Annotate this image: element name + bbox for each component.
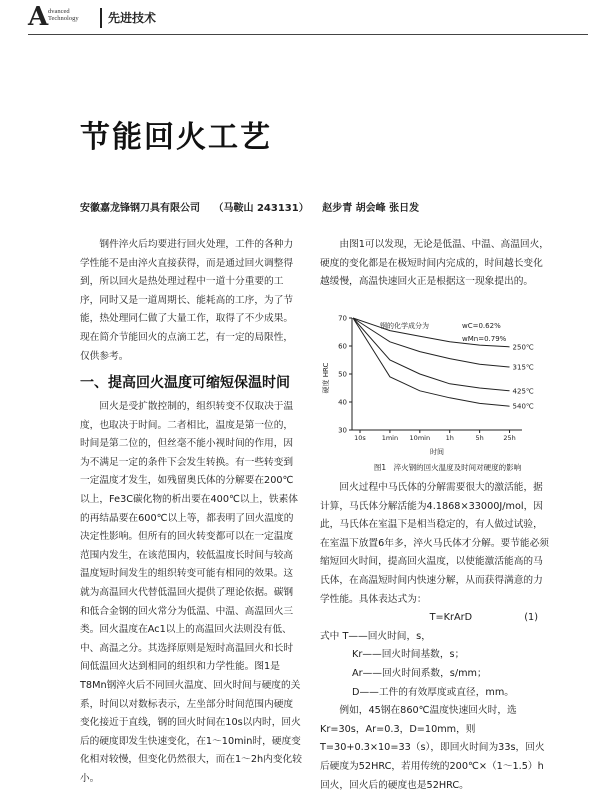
series-label-1: 315℃ — [512, 363, 534, 372]
x-tick-label-4: 5h — [475, 434, 484, 442]
formula-1 — [320, 609, 550, 628]
left-column-body — [80, 398, 302, 788]
legend-title: 钢的化学成分为 — [380, 322, 429, 330]
definition-d: D——工件的有效厚度或直径，mm。 — [352, 686, 514, 698]
x-tick-label-0: 10s — [354, 434, 366, 442]
intro-paragraph: 钢件淬火后均要进行回火处理，工件的各种力学性能不是由淬火直接获得，而是通过回火调整得到，所以回火是热处理过程中一道十分重要的工序，同时又是一道周期长、能耗高的工序，为了节能，热处理同仁做了大量工作，取得了不少成果。现在简介节能回火的点滴工艺，有一定的局限性，仅供参考。 — [80, 239, 294, 362]
journal-logo-letter: A — [28, 2, 49, 32]
right-column-bottom — [320, 479, 550, 795]
journal-logo-text — [48, 8, 79, 22]
x-tick-label-2: 10min — [409, 434, 431, 442]
series-line-3 — [353, 318, 510, 406]
journal-header — [28, 4, 588, 30]
y-tick-label-0: 30 — [338, 426, 347, 435]
y-tick-label-4: 70 — [338, 314, 347, 323]
header-separator — [100, 8, 102, 28]
y-tick-label-3: 60 — [338, 342, 347, 351]
header-rule — [28, 34, 588, 35]
logo-line-1: dvanced — [48, 8, 70, 15]
x-axis-label: 时间 — [430, 448, 444, 456]
x-tick-label-3: 1h — [445, 434, 454, 442]
legend-line-2: wMn=0.79% — [462, 335, 507, 343]
series-label-2: 425℃ — [512, 387, 534, 396]
location: （马鞍山 243131） — [213, 203, 309, 214]
right-column-top — [320, 236, 550, 292]
right-paragraph-1: 由图1可以发现，无论是低温、中温、高温回火，硬度的变化都是在极短时间内完成的，时间越长变化越缓慢，高温快速回火正是根据这一现象提出的。 — [320, 239, 549, 288]
article-title: 节能回火工艺 — [80, 120, 272, 155]
y-tick-label-1: 40 — [338, 398, 347, 407]
author-names: 赵步青 胡会峰 张日发 — [322, 203, 420, 214]
logo-line-2: Technology — [48, 15, 79, 22]
legend-line-1: wC=0.62% — [462, 322, 501, 330]
right-paragraph-2: 回火过程中马氏体的分解需要很大的激活能，据计算，马氏体分解活能为4.1868×33000J/mol，因此，马氏体在室温下是相当稳定的，有人做过试验，在室温下放置6年多，淬火马氏体才分解。要节能必须缩短回火时间，提高回火温度，以使能激活能高的马氏体，在高温短时间内快速分解，从而获得满意的力学性能。具体表达式为： — [320, 482, 549, 605]
series-label-0: 250℃ — [512, 343, 534, 352]
section-heading-1: 一、提高回火温度可缩短保温时间 — [80, 375, 290, 391]
section-name: 先进技术 — [108, 11, 157, 25]
affiliation: 安徽嘉龙锋钢刀具有限公司 — [80, 203, 200, 214]
x-tick-label-1: 1min — [381, 434, 399, 442]
definition-kr: Kr——回火时间基数，s； — [352, 649, 465, 661]
definition-t: 式中 T——回火时间，s， — [320, 630, 431, 642]
formula-text: T=KrArD — [429, 612, 473, 624]
y-axis-label: 硬度 HRC — [322, 362, 330, 394]
figure-1-caption: 图1 淬火钢的回火温度及时间对硬度的影响 — [373, 463, 522, 472]
figure-1-chart — [322, 312, 547, 460]
paragraph-1: 回火是受扩散控制的，组织转变不仅取决于温度，也取决于时间。二者相比，温度是第一位的，时间是第二位的，但丝毫不能小视时间的作用，因为不满足一定的条件下会发生转换。有一些转变到一定温度才发生，如残留奥氏体的分解要在200℃以上，Fe3C碳化物的析出要在400℃以上，铁素体的再结晶要在600℃以上等，都表明了回火温度的决定性影响。但所有的回火转变都可以在一定温度范围内发生，在该范围内，较低温度长时间与较高温度短时间发生的组织转变可能有相同的效果。这就为高温回火代替低温回火提供了理论依据。碳钢和低合金钢的回火常分为低温、中温、高温回火三类。回火温度在Ac1以上的高温回火法则没有低、中、高温之分。其选择原则是短时高温回火和长时间低温回火达到相同的组织和力学性能。图1是T8Mn钢淬火后不同回火温度、回火时间与硬度的关系，时间以对数标表示，左坐部分时间范围内硬度变化接近于直线，钢的回火时间在10s以内时，回火后的硬度即发生快速变化，在1～10min时，硬度变化相对较慢，但变化仍然很大，而在1～2h内变化较小。 — [80, 401, 302, 784]
series-label-3: 540℃ — [512, 402, 534, 411]
author-line — [80, 199, 429, 214]
y-tick-label-2: 50 — [338, 370, 347, 379]
left-column-intro — [80, 236, 302, 366]
definition-ar: Ar——回火时间系数，s/mm； — [352, 667, 487, 679]
formula-number: (1) — [524, 612, 538, 624]
example-paragraph: 例如，45钢在860℃温度快速回火时，选Kr=30s，Ar=0.3，D=10mm，则T=30+0.3×10=33（s），即回火时间为33s，回火后硬度为52HRC，若用传统的200℃×（1～1.5）h回火，回火后的硬度也是52HRC。 — [320, 705, 545, 791]
x-tick-label-5: 25h — [503, 434, 516, 442]
